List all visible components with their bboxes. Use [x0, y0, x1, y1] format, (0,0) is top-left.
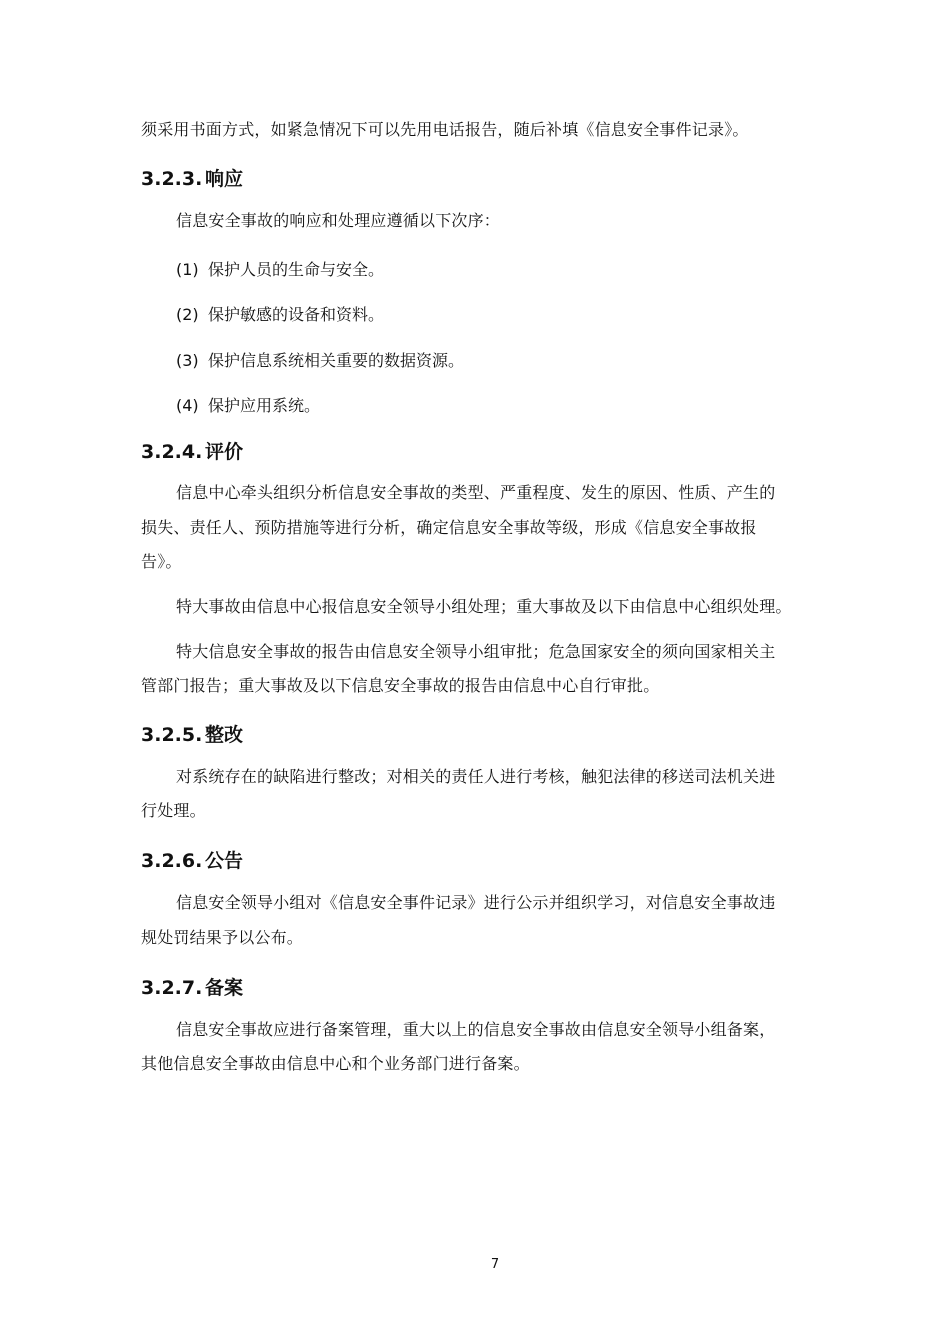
list-marker: (2): [176, 305, 199, 324]
paragraph-line: 其他信息安全事故由信息中心和个业务部门进行备案。: [141, 1054, 530, 1073]
section-heading-3-2-3: [141, 166, 243, 192]
list-item-text: 保护敏感的设备和资料。: [208, 305, 385, 324]
list-item-text: 保护应用系统。: [208, 396, 321, 415]
list-item: [176, 304, 384, 326]
paragraph-line: 行处理。: [141, 801, 206, 820]
paragraph-line: 特大信息安全事故的报告由信息安全领导小组审批；危急国家安全的须向国家相关主: [176, 642, 776, 661]
paragraph-line: 信息安全事故的响应和处理应遵循以下次序：: [176, 211, 501, 230]
list-marker: (1): [176, 260, 199, 279]
paragraph-line: 特大事故由信息中心报信息安全领导小组处理；重大事故及以下由信息中心组织处理。: [176, 597, 792, 616]
section-number: 3.2.6.: [141, 850, 203, 872]
section-title: 响应: [205, 168, 244, 190]
list-item: [176, 395, 320, 417]
paragraph-line: 损失、责任人、预防措施等进行分析，确定信息安全事故等级，形成《信息安全事故报: [141, 518, 757, 537]
paragraph-line: 信息安全领导小组对《信息安全事件记录》进行公示并组织学习，对信息安全事故违: [176, 893, 776, 912]
paragraph-line: 对系统存在的缺陷进行整改；对相关的责任人进行考核，触犯法律的移送司法机关进: [176, 767, 776, 786]
list-item-text: 保护信息系统相关重要的数据资源。: [208, 351, 465, 370]
list-marker: (3): [176, 351, 199, 370]
section-heading-3-2-5: [141, 722, 243, 748]
section-number: 3.2.3.: [141, 168, 203, 190]
section-number: 3.2.4.: [141, 441, 203, 463]
paragraph-line: 规处罚结果予以公布。: [141, 928, 304, 947]
paragraph-line: 告》。: [141, 552, 182, 571]
list-item: [176, 259, 384, 281]
section-heading-3-2-7: [141, 975, 243, 1001]
page-number: 7: [490, 1257, 500, 1272]
section-number: 3.2.7.: [141, 977, 203, 999]
list-item: [176, 350, 464, 372]
section-title: 备案: [205, 977, 244, 999]
section-heading-3-2-4: [141, 439, 243, 465]
section-title: 整改: [205, 724, 244, 746]
paragraph-line: 信息中心牵头组织分析信息安全事故的类型、严重程度、发生的原因、性质、产生的: [176, 483, 776, 502]
paragraph-line: 须采用书面方式，如紧急情况下可以先用电话报告，随后补填《信息安全事件记录》。: [141, 120, 749, 139]
list-item-text: 保护人员的生命与安全。: [208, 260, 385, 279]
section-title: 评价: [205, 441, 244, 463]
section-number: 3.2.5.: [141, 724, 203, 746]
paragraph-line: 信息安全事故应进行备案管理，重大以上的信息安全事故由信息安全领导小组备案，: [176, 1020, 776, 1039]
section-title: 公告: [205, 850, 244, 872]
list-marker: (4): [176, 396, 199, 415]
paragraph-line: 管部门报告；重大事故及以下信息安全事故的报告由信息中心自行审批。: [141, 676, 660, 695]
section-heading-3-2-6: [141, 848, 243, 874]
